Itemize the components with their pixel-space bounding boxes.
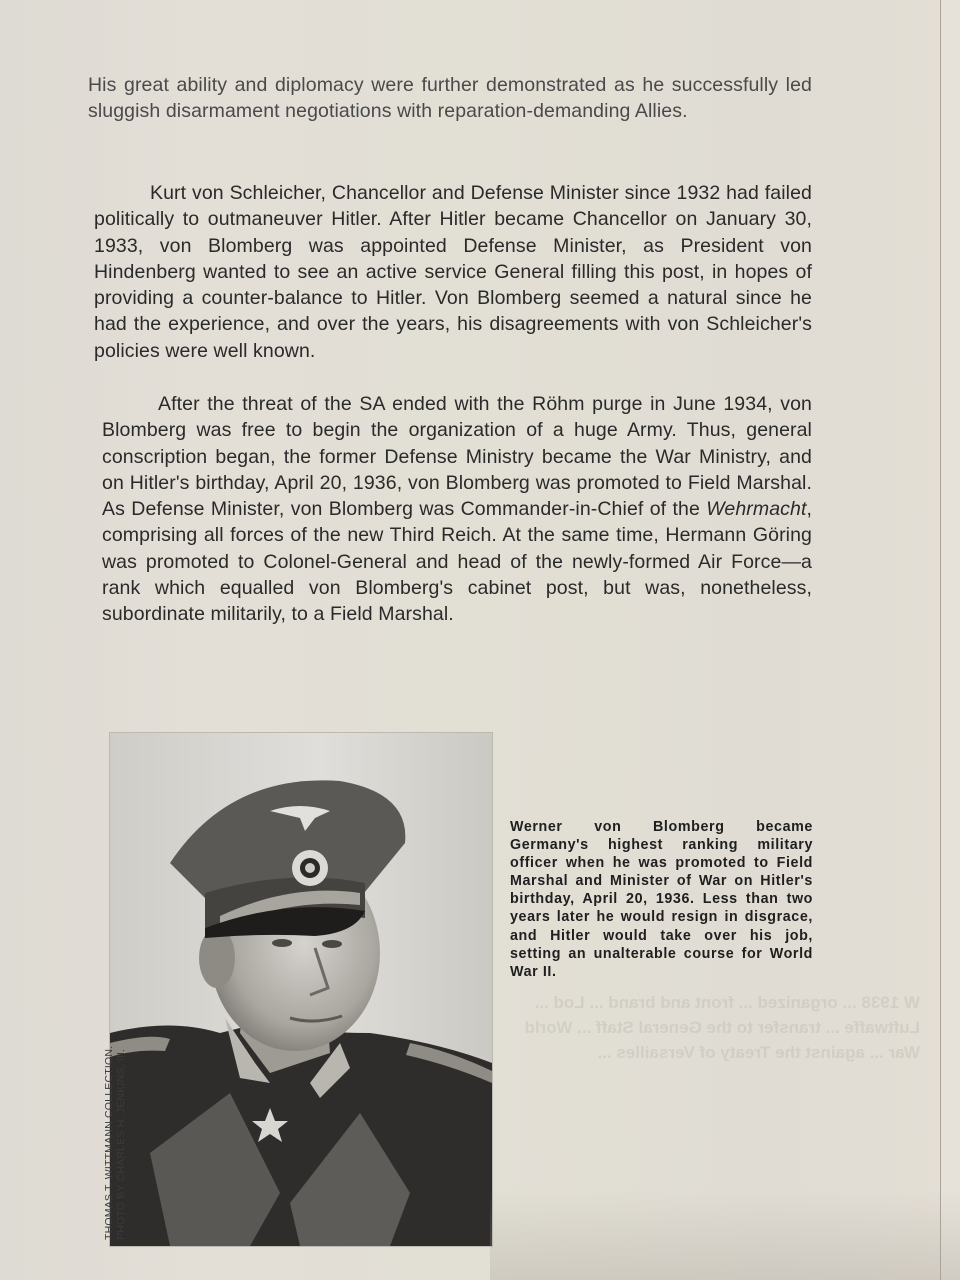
paragraph-1 (88, 72, 812, 125)
eye-right (322, 940, 342, 948)
page-edge (940, 0, 941, 1280)
paragraph-3-part-2: , comprising all forces of the new Third Reich. At the same time, Hermann Göring was promoted to Colonel-General and head of the newly-formed Air Force—a rank which equalled von Blomberg's cabinet post, but was, nonetheless, subordinate militarily, to a Field Marshal. (102, 498, 812, 626)
photo-caption: Werner von Blomberg became Germany's highest ranking military officer when he was promoted to Field Marshal and Minister of War on Hitler's birthday, April 20, 1936. Less than two years later he would resign in disgrace, and Hitler would take over his job, setting an unalterable course for World War II. (510, 819, 813, 980)
portrait-illustration (110, 733, 492, 1246)
photo-credit (104, 1046, 127, 1240)
paragraph-1-text: His great ability and diplomacy were further demonstrated as he successfully led sluggish disarmament negotiations with reparation-demanding Allies. (88, 74, 812, 123)
eye-left (272, 939, 292, 947)
paragraph-3-part-1: After the threat of the SA ended with the Röhm purge in June 1934, von Blomberg was free to begin the organization of a huge Army. Thus, general conscription began, the former Defense Ministry became the War Ministry, and on Hitler's birthday, April 20, 1936, von Blomberg was promoted to Field Marshal. As Defense Minister, von Blomberg was Commander-in-Chief of the (102, 393, 812, 521)
photo-credit-line-1: THOMAS T. WITTMANN COLLECTION. (103, 1045, 115, 1240)
photo-credit-line-2: PHOTO BY CHARLES H. JENKINS, III. (114, 1048, 127, 1240)
cap-cockade-center (305, 863, 315, 873)
hand-shadow (490, 1190, 960, 1280)
wehrmacht-italic: Wehrmacht (706, 498, 807, 521)
adjacent-page-sliver (941, 0, 960, 1280)
bleed-through-text: W 1938 ... organized ... front and brand ... Lod ... Luftwaffe ... transfer to the General Staff ... World War ... against the Treaty of Versailles ... (524, 993, 920, 1062)
portrait-photo (110, 733, 492, 1246)
paragraph-3-text (102, 391, 812, 628)
paragraph-2 (94, 180, 812, 364)
paragraph-2-text: Kurt von Schleicher, Chancellor and Defense Minister since 1932 had failed politically to outmaneuver Hitler. After Hitler became Chancellor on January 30, 1933, von Blomberg was appointed Defense Minister, as President von Hindenberg wanted to see an active service General filling this post, in hopes of providing a counter-balance to Hitler. Von Blomberg seemed a natural since he had the experience, and over the years, his disagreements with von Schleicher's policies were well known. (94, 182, 812, 362)
paragraph-3 (102, 391, 812, 628)
